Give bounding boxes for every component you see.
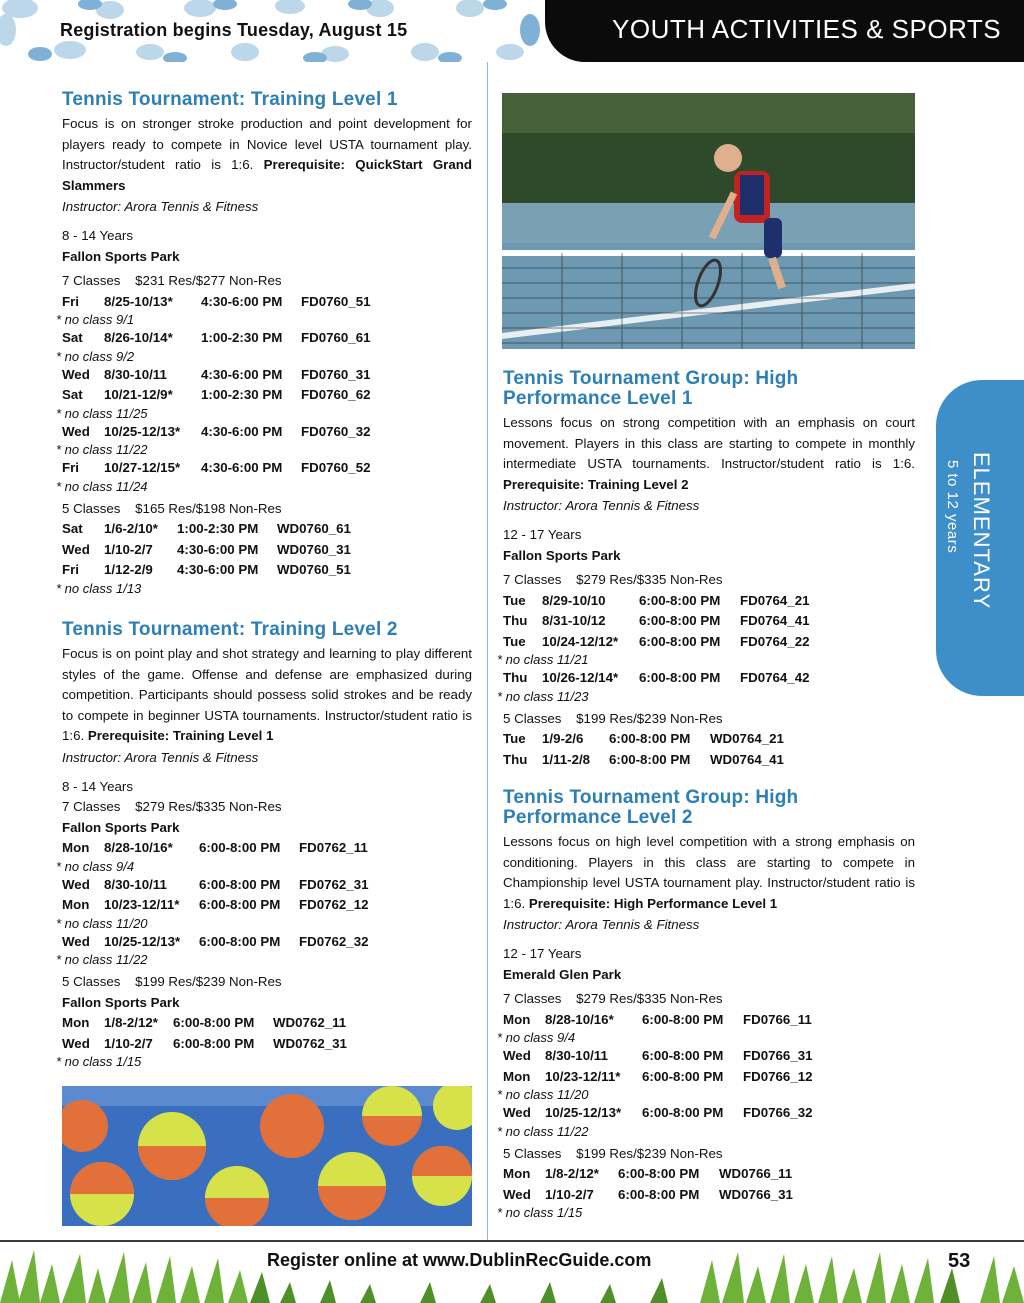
class-price-info: 7 Classes $279 Res/$335 Non-Res	[62, 799, 282, 814]
course-high-performance-1	[497, 368, 915, 770]
no-class-note: * no class 9/4	[56, 858, 135, 874]
class-day: Sat	[62, 330, 83, 345]
class-code: WD0762_31	[273, 1035, 347, 1051]
no-class-note: * no class 11/25	[56, 405, 148, 421]
schedule-row	[62, 519, 472, 540]
class-time: 6:00-8:00 PM	[639, 592, 721, 608]
no-class-note: * no class 9/1	[56, 312, 135, 327]
class-code: FD0762_11	[299, 840, 368, 855]
class-dates: 8/28-10/16*	[545, 1011, 614, 1027]
class-day: Wed	[62, 1035, 90, 1051]
tennis-player-illustration	[502, 93, 915, 349]
class-dates: 1/10-2/7	[104, 541, 153, 557]
course-prerequisite: Prerequisite: QuickStart Grand Slammers	[62, 157, 472, 193]
course-prerequisite: Prerequisite: Training Level 2	[503, 476, 689, 492]
class-time: 6:00-8:00 PM	[609, 751, 691, 767]
class-day: Wed	[62, 876, 90, 892]
tab-title: ELEMENTARY	[969, 452, 994, 610]
class-code: FD0760_61	[301, 330, 371, 345]
class-time: 6:00-8:00 PM	[618, 1186, 700, 1202]
class-price-info: 7 Classes $231 Res/$277 Non-Res	[62, 273, 282, 288]
schedule-row	[62, 1013, 472, 1034]
schedule-row	[62, 328, 472, 349]
class-dates: 1/10-2/7	[545, 1186, 594, 1202]
class-dates: 1/6-2/10*	[104, 521, 158, 536]
class-code: FD0764_22	[740, 633, 810, 649]
class-code: FD0760_62	[301, 387, 371, 402]
class-day: Tue	[503, 731, 526, 746]
tab-subtitle: 5 to 12 years	[944, 460, 961, 554]
age-range: 12 - 17 Years	[503, 527, 582, 542]
class-time: 6:00-8:00 PM	[642, 1011, 724, 1027]
footer-website: Register online at www.DublinRecGuide.com	[267, 1250, 652, 1270]
schedule-list	[56, 519, 472, 597]
class-time: 6:00-8:00 PM	[199, 933, 281, 949]
schedule-row	[62, 895, 472, 916]
class-dates: 8/30-10/11	[104, 366, 167, 382]
class-day: Mon	[503, 1068, 531, 1084]
class-day: Wed	[62, 541, 90, 557]
class-dates: 8/30-10/11	[545, 1048, 608, 1063]
schedule-row	[503, 632, 915, 653]
course-description: Focus is on stronger stroke production and point development for players ready to compete in Novice level USTA tournament play. Instructor/student ratio is 1:6. Prerequisite: QuickStart Grand Slammers	[62, 116, 472, 193]
class-time: 1:00-2:30 PM	[201, 330, 283, 345]
class-dates: 10/27-12/15*	[104, 460, 181, 475]
class-dates: 10/23-12/11*	[545, 1068, 621, 1084]
course-prerequisite: Prerequisite: High Performance Level 1	[528, 895, 778, 911]
class-day: Wed	[62, 933, 90, 949]
class-day: Mon	[62, 1015, 90, 1030]
age-range: 8 - 14 Years	[62, 778, 133, 794]
schedule-list	[497, 1164, 915, 1221]
class-dates: 10/24-12/12*	[542, 633, 619, 649]
class-code: FD0764_42	[740, 670, 810, 685]
schedule-row	[62, 458, 472, 479]
class-time: 4:30-6:00 PM	[177, 562, 259, 577]
class-day: Fri	[62, 562, 79, 577]
schedule-row	[62, 365, 472, 386]
tennis-player-photo	[502, 93, 915, 349]
class-dates: 10/25-12/13*	[545, 1105, 622, 1120]
class-time: 6:00-8:00 PM	[639, 633, 721, 649]
location: Fallon Sports Park	[62, 248, 180, 264]
schedule-row	[62, 932, 472, 953]
class-time: 4:30-6:00 PM	[201, 366, 283, 382]
class-day: Mon	[503, 1166, 531, 1181]
schedule-row	[62, 875, 472, 896]
page-number: 53	[948, 1250, 971, 1272]
class-day: Mon	[503, 1011, 531, 1027]
class-day: Wed	[62, 423, 90, 439]
class-code: FD0764_21	[740, 592, 810, 608]
schedule-row	[503, 591, 915, 612]
section-title: YOUTH ACTIVITIES & SPORTS	[612, 14, 1002, 44]
class-day: Thu	[503, 613, 528, 628]
class-time: 4:30-6:00 PM	[177, 541, 259, 557]
class-time: 6:00-8:00 PM	[618, 1166, 700, 1181]
class-day: Tue	[503, 592, 526, 608]
no-class-note: * no class 1/13	[56, 580, 142, 596]
registration-banner: Registration begins Tuesday, August 15	[60, 20, 408, 40]
schedule-list	[56, 1013, 472, 1070]
class-dates: 1/8-2/12*	[104, 1015, 158, 1030]
schedule-row	[503, 1046, 915, 1067]
class-code: FD0764_41	[740, 613, 810, 628]
class-code: FD0766_31	[743, 1048, 813, 1063]
class-code: WD0764_41	[710, 751, 784, 767]
class-time: 6:00-8:00 PM	[199, 897, 281, 912]
age-range: 8 - 14 Years	[62, 228, 133, 243]
schedule-row	[503, 729, 915, 750]
schedule-row	[503, 1010, 915, 1031]
course-instructor: Instructor: Arora Tennis & Fitness	[62, 749, 259, 765]
course-training-level-2	[56, 619, 472, 1070]
class-time: 1:00-2:30 PM	[201, 387, 283, 402]
class-dates: 1/8-2/12*	[545, 1166, 599, 1181]
class-time: 4:30-6:00 PM	[201, 423, 283, 439]
class-code: FD0760_31	[301, 366, 371, 382]
location: Emerald Glen Park	[503, 966, 622, 982]
no-class-note: * no class 11/21	[497, 652, 589, 667]
class-dates: 8/26-10/14*	[104, 330, 173, 345]
course-description: Focus is on point play and shot strategy and learning to play different styles of the game. Offense and defense are emphasized during competition. Participants should possess solid strokes and be ready to compete in beginner USTA tournaments. Instructor/student ratio is 1:6. Prerequisite: Training Level 1	[62, 646, 472, 743]
tennis-balls-illustration	[62, 1086, 472, 1226]
course-title: Tennis Tournament Group: High	[503, 368, 799, 389]
schedule-row	[503, 1103, 915, 1124]
class-time: 6:00-8:00 PM	[173, 1035, 255, 1051]
course-title-line-2: Performance Level 2	[503, 807, 693, 828]
class-code: FD0766_32	[743, 1105, 813, 1120]
class-dates: 1/12-2/9	[104, 562, 153, 577]
no-class-note: * no class 1/15	[56, 1054, 142, 1069]
class-code: WD0764_21	[710, 731, 784, 746]
class-time: 6:00-8:00 PM	[642, 1105, 724, 1120]
schedule-list	[56, 838, 472, 968]
class-dates: 8/31-10/12	[542, 613, 606, 628]
class-time: 6:00-8:00 PM	[639, 670, 721, 685]
class-dates: 8/25-10/13*	[104, 293, 173, 309]
schedule-row	[503, 750, 915, 771]
class-code: FD0766_12	[743, 1068, 813, 1084]
class-code: FD0760_51	[301, 293, 371, 309]
class-dates: 8/28-10/16*	[104, 840, 173, 855]
class-time: 1:00-2:30 PM	[177, 521, 259, 536]
course-instructor: Instructor: Arora Tennis & Fitness	[503, 498, 700, 513]
class-time: 6:00-8:00 PM	[173, 1015, 255, 1030]
class-dates: 8/30-10/11	[104, 876, 167, 892]
course-description: Lessons focus on strong competition with an emphasis on court movement. Players in this class are starting to compete in monthly intermediate USTA tournaments. Instructor/student ratio is 1:6. Prerequisite: Training Level 2	[503, 415, 915, 492]
class-dates: 10/23-12/11*	[104, 897, 180, 912]
no-class-note: * no class 11/22	[56, 952, 148, 967]
class-code: WD0766_31	[719, 1186, 793, 1202]
class-code: WD0760_61	[277, 521, 351, 536]
location: Fallon Sports Park	[62, 994, 180, 1010]
class-price-info: 7 Classes $279 Res/$335 Non-Res	[503, 991, 723, 1006]
class-price-info: 5 Classes $199 Res/$239 Non-Res	[503, 1145, 723, 1161]
schedule-row	[62, 422, 472, 443]
no-class-note: * no class 11/20	[497, 1087, 589, 1102]
class-time: 4:30-6:00 PM	[201, 293, 283, 309]
schedule-row	[62, 385, 472, 406]
class-price-info: 5 Classes $199 Res/$239 Non-Res	[503, 710, 723, 726]
course-high-performance-2	[497, 787, 915, 1221]
class-day: Wed	[62, 366, 90, 382]
schedule-row	[503, 611, 915, 632]
schedule-row	[62, 838, 472, 859]
class-time: 6:00-8:00 PM	[642, 1068, 724, 1084]
column-divider	[487, 62, 488, 1242]
class-code: FD0760_32	[301, 423, 371, 439]
class-price-info: 5 Classes $199 Res/$239 Non-Res	[62, 974, 282, 989]
no-class-note: * no class 11/22	[56, 442, 148, 457]
no-class-note: * no class 11/24	[56, 478, 148, 494]
schedule-row	[503, 1067, 915, 1088]
class-dates: 1/10-2/7	[104, 1035, 153, 1051]
class-day: Mon	[62, 840, 90, 855]
class-time: 6:00-8:00 PM	[199, 876, 281, 892]
no-class-note: * no class 9/2	[56, 348, 135, 364]
age-range: 12 - 17 Years	[503, 946, 582, 961]
schedule-row	[62, 540, 472, 561]
no-class-note: * no class 1/15	[497, 1205, 583, 1220]
class-code: FD0760_52	[301, 460, 371, 475]
course-title-line-2: Performance Level 1	[503, 388, 693, 409]
course-prerequisite: Prerequisite: Training Level 1	[87, 728, 274, 743]
class-dates: 1/11-2/8	[542, 751, 591, 767]
class-dates: 1/9-2/6	[542, 731, 584, 746]
class-dates: 10/21-12/9*	[104, 387, 173, 402]
class-dates: 10/25-12/13*	[104, 933, 181, 949]
course-title: Tennis Tournament: Training Level 1	[62, 89, 398, 110]
elementary-tab-text	[946, 380, 1006, 696]
class-time: 4:30-6:00 PM	[201, 460, 283, 475]
class-code: FD0762_32	[299, 933, 369, 949]
no-class-note: * no class 11/23	[497, 688, 589, 704]
location: Fallon Sports Park	[62, 819, 180, 835]
class-code: WD0766_11	[719, 1166, 793, 1181]
course-description: Lessons focus on high level competition with a strong emphasis on conditioning. Players in this class are starting to compete in Championship level USTA tournament play. Instructor/student ratio is 1:6. Prerequisite: High Performance Level 1	[503, 834, 915, 911]
schedule-row	[503, 1164, 915, 1185]
class-code: FD0762_31	[299, 876, 369, 892]
location: Fallon Sports Park	[503, 547, 621, 563]
no-class-note: * no class 11/22	[497, 1123, 589, 1139]
schedule-row	[62, 1034, 472, 1055]
tennis-balls-photo	[62, 1086, 472, 1226]
class-code: WD0760_51	[277, 562, 351, 577]
class-code: FD0766_11	[743, 1011, 812, 1027]
schedule-row	[62, 292, 472, 313]
class-code: WD0762_11	[273, 1015, 347, 1030]
class-day: Wed	[503, 1048, 531, 1063]
class-dates: 8/29-10/10	[542, 592, 606, 608]
class-day: Wed	[503, 1186, 531, 1202]
class-day: Sat	[62, 387, 83, 402]
class-day: Mon	[62, 897, 90, 912]
course-instructor: Instructor: Arora Tennis & Fitness	[503, 917, 700, 932]
course-instructor: Instructor: Arora Tennis & Fitness	[62, 199, 259, 214]
class-price-info: 7 Classes $279 Res/$335 Non-Res	[503, 572, 723, 587]
schedule-row	[62, 560, 472, 581]
no-class-note: * no class 9/4	[497, 1030, 576, 1045]
class-day: Thu	[503, 751, 528, 767]
class-time: 6:00-8:00 PM	[199, 840, 281, 855]
class-time: 6:00-8:00 PM	[609, 731, 691, 746]
class-day: Tue	[503, 633, 526, 649]
schedule-list	[503, 729, 915, 770]
class-code: FD0762_12	[299, 897, 369, 912]
class-day: Wed	[503, 1105, 531, 1120]
course-title: Tennis Tournament: Training Level 2	[62, 619, 398, 640]
class-day: Fri	[62, 460, 79, 475]
schedule-list	[497, 1010, 915, 1140]
class-dates: 10/25-12/13*	[104, 423, 181, 439]
class-day: Thu	[503, 670, 528, 685]
schedule-row	[503, 1185, 915, 1206]
class-price-info: 5 Classes $165 Res/$198 Non-Res	[62, 500, 282, 516]
schedule-list	[497, 591, 915, 705]
course-training-level-1	[56, 89, 472, 597]
class-time: 6:00-8:00 PM	[639, 613, 721, 628]
no-class-note: * no class 11/20	[56, 915, 148, 931]
schedule-list	[56, 292, 472, 495]
schedule-row	[503, 668, 915, 689]
class-code: WD0760_31	[277, 541, 351, 557]
course-title: Tennis Tournament Group: High	[503, 787, 799, 808]
class-day: Sat	[62, 521, 83, 536]
class-dates: 10/26-12/14*	[542, 670, 619, 685]
class-time: 6:00-8:00 PM	[642, 1048, 724, 1063]
class-day: Fri	[62, 293, 79, 309]
